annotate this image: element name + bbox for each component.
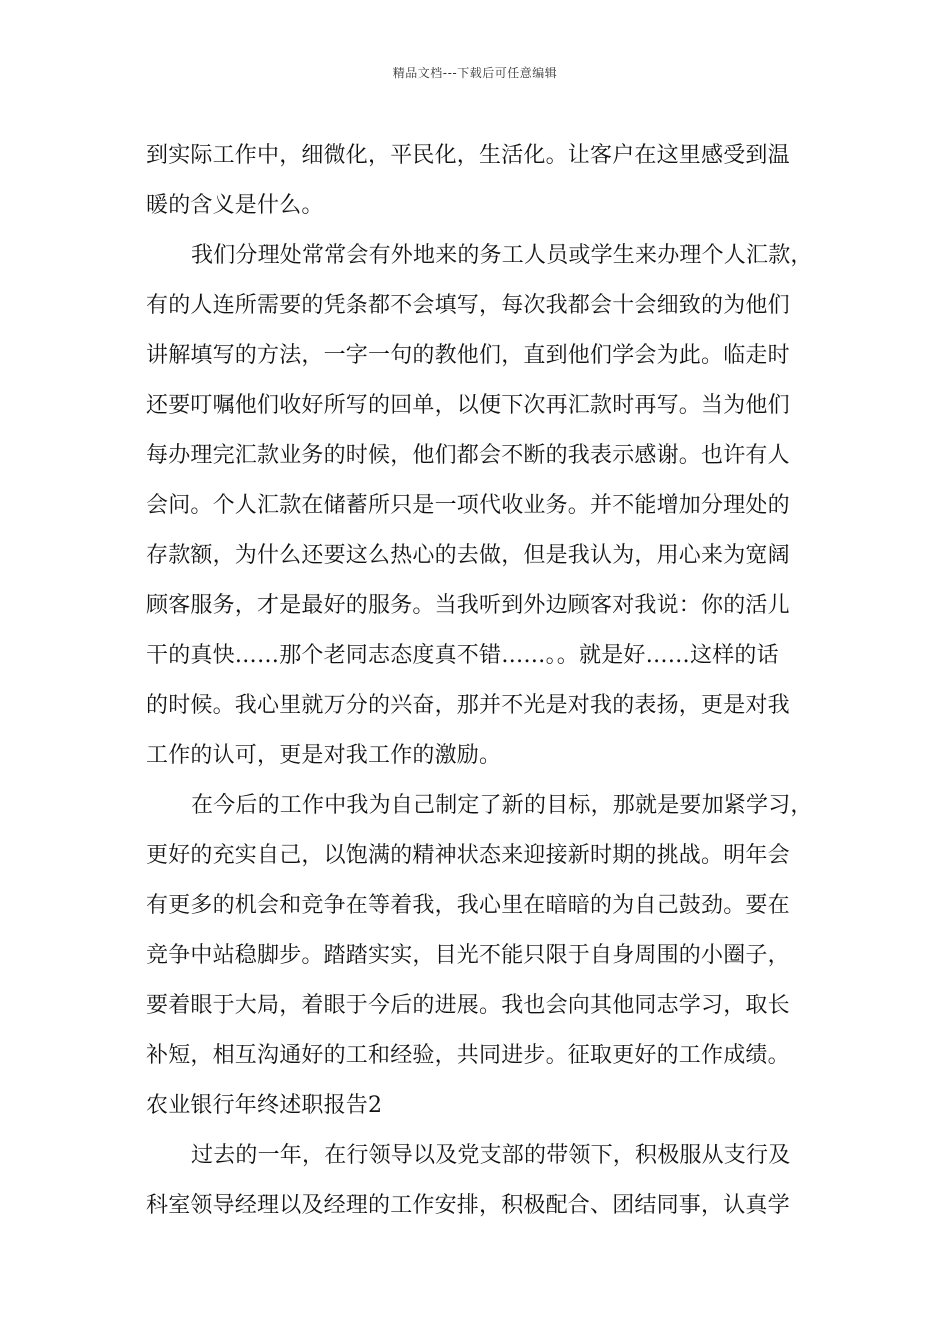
page-header: 精品文档---下载后可任意编辑	[392, 66, 558, 80]
text-line: 顾客服务，才是最好的服务。当我听到外边顾客对我说：你的活儿	[146, 593, 790, 618]
text-line: 科室领导经理以及经理的工作安排，积极配合、团结同事，认真学	[146, 1193, 790, 1218]
document-body	[146, 131, 813, 1231]
text-line: 有更多的机会和竞争在等着我，我心里在暗暗的为自己鼓劲。要在	[146, 893, 790, 918]
text-line: 工作的认可，更是对我工作的激励。	[146, 743, 502, 768]
text-line: 每办理完汇款业务的时候，他们都会不断的我表示感谢。也许有人	[146, 443, 790, 468]
text-line: 要着眼于大局，着眼于今后的进展。我也会向其他同志学习，取长	[146, 993, 790, 1018]
section-heading: 农业银行年终述职报告2	[146, 1093, 383, 1118]
text-line: 讲解填写的方法，一字一句的教他们，直到他们学会为此。临走时	[146, 343, 790, 368]
text-line: 更好的充实自己，以饱满的精神状态来迎接新时期的挑战。明年会	[146, 843, 790, 868]
paragraph-start-line: 在今后的工作中我为自己制定了新的目标，那就是要加紧学习，	[191, 793, 813, 818]
text-line: 到实际工作中，细微化，平民化，生活化。让客户在这里感受到温	[146, 143, 790, 168]
text-line: 竞争中站稳脚步。踏踏实实，目光不能只限于自身周围的小圈子，	[146, 943, 790, 968]
text-line: 补短，相互沟通好的工和经验，共同进步。征取更好的工作成绩。	[146, 1043, 790, 1068]
text-line: 干的真快……那个老同志态度真不错……。。就是好……这样的话	[146, 643, 779, 668]
paragraph-start-line: 过去的一年，在行领导以及党支部的带领下，积极服从支行及	[191, 1143, 791, 1168]
text-line: 会问。个人汇款在储蓄所只是一项代收业务。并不能增加分理处的	[146, 493, 790, 518]
paragraph-start-line: 我们分理处常常会有外地来的务工人员或学生来办理个人汇款，	[191, 243, 813, 268]
text-line: 还要叮嘱他们收好所写的回单，以便下次再汇款时再写。当为他们	[146, 393, 790, 418]
text-line: 的时候。我心里就万分的兴奋，那并不光是对我的表扬，更是对我	[146, 693, 790, 718]
text-line: 存款额，为什么还要这么热心的去做，但是我认为，用心来为宽阔	[146, 543, 790, 568]
text-line: 暖的含义是什么。	[146, 193, 324, 218]
text-line: 有的人连所需要的凭条都不会填写，每次我都会十会细致的为他们	[146, 293, 790, 318]
